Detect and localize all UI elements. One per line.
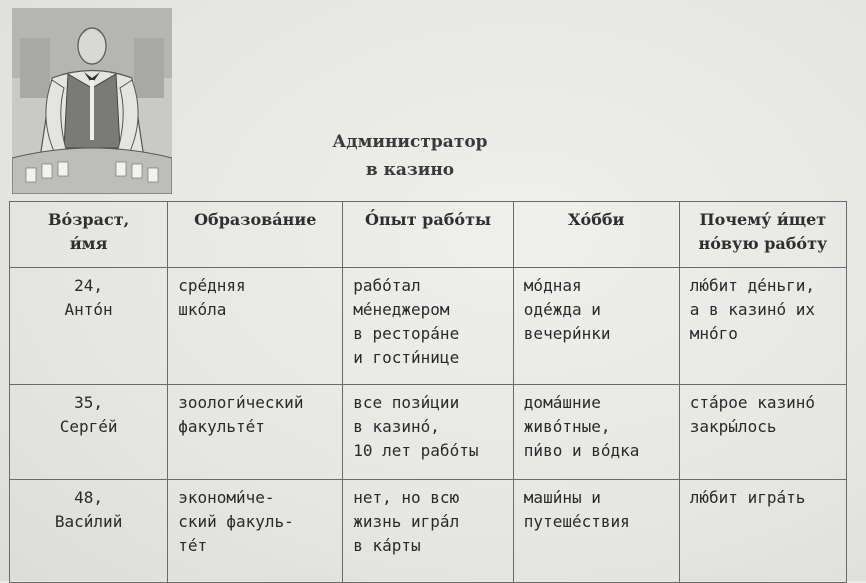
- cell-reason: лю́бит де́ньги, а в казино́ их мно́го: [679, 268, 846, 385]
- cell-age-name: 35, Серге́й: [10, 385, 168, 480]
- cell-hobby: дома́шние живо́тные, пи́во и во́дка: [513, 385, 679, 480]
- table-row: [10, 385, 847, 480]
- cell-hobby: маши́ны и путеше́ствия: [513, 480, 679, 583]
- cell-reason: ста́рое казино́ закры́лось: [679, 385, 846, 480]
- header-hobby: Хо́бби: [513, 202, 679, 268]
- cell-education: экономи́че- ский факуль- те́т: [168, 480, 343, 583]
- cell-reason: лю́бит игра́ть: [679, 480, 846, 583]
- cell-experience: все пози́ции в казино́, 10 лет рабо́ты: [343, 385, 514, 480]
- table-row: [10, 480, 847, 583]
- header-reason: Почему́ и́щет но́вую рабо́ту: [679, 202, 846, 268]
- cell-education: зоологи́ческий факульте́т: [168, 385, 343, 480]
- header-age-name: Во́зраст, и́мя: [10, 202, 168, 268]
- cell-age-name: 48, Васи́лий: [10, 480, 168, 583]
- header-education: Образова́ние: [168, 202, 343, 268]
- page-title: [280, 128, 540, 184]
- header-experience: О́пыт рабо́ты: [343, 202, 514, 268]
- cell-hobby: мо́дная оде́жда и вечери́нки: [513, 268, 679, 385]
- cell-age-name: 24, Анто́н: [10, 268, 168, 385]
- cell-experience: нет, но всю жизнь игра́л в ка́рты: [343, 480, 514, 583]
- title-line-2: в казино: [365, 160, 455, 180]
- candidates-table: [9, 201, 847, 583]
- table-row: [10, 268, 847, 385]
- cell-education: сре́дняя шко́ла: [168, 268, 343, 385]
- title-line-1: Администратор: [332, 132, 488, 152]
- cell-experience: рабо́тал ме́неджером в рестора́не и гости́нице: [343, 268, 514, 385]
- table-header-row: [10, 202, 847, 268]
- casino-dealer-icon: [12, 8, 172, 194]
